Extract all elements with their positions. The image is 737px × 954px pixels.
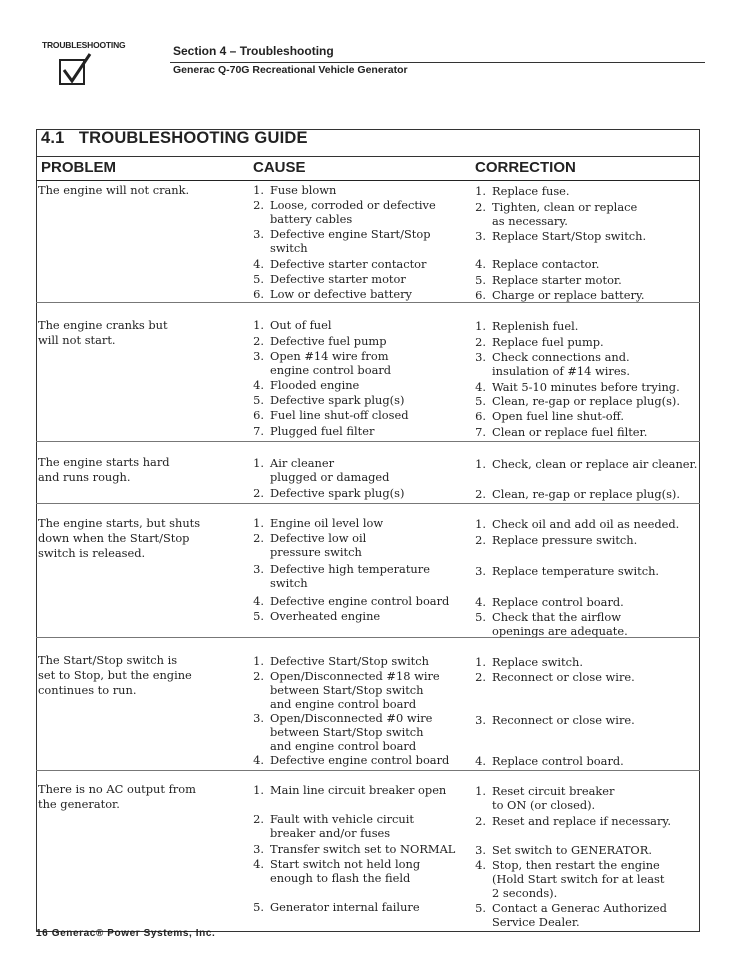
cause-item-line: Start switch not held long: [270, 857, 421, 871]
correction-item-text: [492, 335, 604, 349]
cause-item-line: Generator internal failure: [270, 900, 420, 914]
cause-item-number: 3.: [253, 227, 264, 241]
cause-item-line: Defective high temperature: [270, 562, 430, 576]
cause-item-line: Defective starter contactor: [270, 257, 427, 271]
correction-item-line: Replace pressure switch.: [492, 533, 638, 547]
row-separator: [36, 770, 700, 771]
cause-item-text: [270, 257, 426, 271]
correction-item-number: 2.: [475, 200, 486, 214]
cause-item-line: Out of fuel: [270, 318, 332, 332]
cause-item-line: and engine control board: [270, 697, 417, 711]
correction-item-line: Reset circuit breaker: [492, 784, 615, 798]
cause-item-line: Transfer switch set to NORMAL: [270, 842, 456, 856]
cause-item-line: Low or defective battery: [270, 287, 412, 301]
cause-item-number: 1.: [253, 456, 264, 470]
correction-item-line: Replace temperature switch.: [492, 564, 660, 578]
correction-item-number: 6.: [475, 288, 486, 302]
cause-item-text: [270, 334, 387, 348]
cause-item-text: [270, 456, 389, 484]
correction-item-line: Check oil and add oil as needed.: [492, 517, 680, 531]
cause-item-text: [270, 516, 383, 530]
problem-line: There is no AC output from: [38, 782, 196, 796]
column-header-correction: CORRECTION: [475, 159, 576, 176]
correction-item-number: 4.: [475, 858, 486, 872]
correction-item-text: [492, 670, 635, 684]
problem-line: and runs rough.: [38, 470, 131, 484]
correction-item-number: 7.: [475, 425, 486, 439]
cause-item-line: Open/Disconnected #18 wire: [270, 669, 440, 683]
correction-item-text: [492, 517, 679, 531]
cause-item-number: 1.: [253, 183, 264, 197]
cause-item-line: Flooded engine: [270, 378, 360, 392]
correction-item-text: [492, 655, 583, 669]
correction-item-line: Charge or replace battery.: [492, 288, 645, 302]
cause-item-line: enough to flash the field: [270, 871, 411, 885]
cause-item-number: 4.: [253, 594, 264, 608]
correction-item-text: [492, 394, 680, 408]
cause-item-line: Open/Disconnected #0 wire: [270, 711, 433, 725]
cause-item-line: engine control board: [270, 363, 392, 377]
cause-item-text: [270, 198, 436, 226]
cause-item-text: [270, 183, 336, 197]
cause-item-number: 1.: [253, 783, 264, 797]
correction-item-line: (Hold Start switch for at least: [492, 872, 665, 886]
section-title: Section 4 – Troubleshooting: [173, 44, 334, 58]
correction-item-text: [492, 595, 624, 609]
correction-item-text: [492, 184, 570, 198]
correction-item-line: Clean or replace fuel filter.: [492, 425, 648, 439]
correction-item-number: 1.: [475, 517, 486, 531]
correction-item-number: 5.: [475, 394, 486, 408]
correction-item-number: 3.: [475, 564, 486, 578]
correction-item-text: [492, 713, 635, 727]
correction-item-line: Replace control board.: [492, 595, 624, 609]
cause-item-line: between Start/Stop switch: [270, 683, 424, 697]
correction-item-line: Clean, re-gap or replace plug(s).: [492, 487, 680, 501]
cause-item-text: [270, 393, 404, 407]
correction-item-text: [492, 257, 599, 271]
correction-item-text: [492, 409, 624, 423]
problem-line: The engine will not crank.: [38, 183, 190, 197]
cause-item-number: 2.: [253, 486, 264, 500]
correction-item-text: [492, 273, 622, 287]
cause-item-number: 5.: [253, 393, 264, 407]
correction-item-number: 5.: [475, 273, 486, 287]
cause-item-line: Defective engine Start/Stop: [270, 227, 431, 241]
title-divider: [37, 156, 699, 157]
problem-line: The engine cranks but: [38, 318, 168, 332]
correction-item-number: 4.: [475, 595, 486, 609]
correction-item-number: 2.: [475, 335, 486, 349]
correction-item-line: Service Dealer.: [492, 915, 580, 929]
correction-item-text: [492, 200, 637, 228]
section-subtitle: Generac Q-70G Recreational Vehicle Generator: [173, 64, 408, 76]
correction-item-line: Check that the airflow: [492, 610, 621, 624]
correction-item-text: [492, 288, 644, 302]
cause-item-number: 2.: [253, 812, 264, 826]
problem-cell: [38, 516, 200, 561]
correction-item-line: openings are adequate.: [492, 624, 628, 638]
correction-item-text: [492, 533, 637, 547]
row-separator: [36, 441, 700, 442]
correction-item-line: Contact a Generac Authorized: [492, 901, 667, 915]
cause-item-number: 1.: [253, 654, 264, 668]
column-header-problem: PROBLEM: [41, 159, 116, 176]
cause-item-text: [270, 562, 430, 590]
cause-item-number: 6.: [253, 408, 264, 422]
correction-item-line: Replenish fuel.: [492, 319, 579, 333]
correction-item-line: as necessary.: [492, 214, 568, 228]
cause-item-text: [270, 842, 455, 856]
cause-item-line: Fuel line shut-off closed: [270, 408, 409, 422]
correction-item-number: 4.: [475, 380, 486, 394]
correction-item-text: [492, 380, 680, 394]
cause-item-text: [270, 272, 406, 286]
cause-item-text: [270, 227, 431, 255]
cause-item-number: 3.: [253, 562, 264, 576]
cause-item-text: [270, 900, 420, 914]
problem-cell: [38, 455, 170, 485]
correction-item-number: 1.: [475, 184, 486, 198]
problem-line: The engine starts hard: [38, 455, 170, 469]
cause-item-number: 5.: [253, 900, 264, 914]
cause-item-number: 2.: [253, 669, 264, 683]
cause-item-text: [270, 609, 380, 623]
column-header-rule: [36, 180, 700, 181]
correction-item-number: 2.: [475, 487, 486, 501]
correction-item-number: 5.: [475, 901, 486, 915]
correction-item-number: 5.: [475, 610, 486, 624]
correction-item-text: [492, 814, 671, 828]
cause-item-line: Main line circuit breaker open: [270, 783, 447, 797]
problem-line: the generator.: [38, 797, 120, 811]
cause-item-number: 3.: [253, 711, 264, 725]
cause-item-line: Defective engine control board: [270, 594, 450, 608]
cause-item-line: Defective low oil: [270, 531, 367, 545]
cause-item-line: plugged or damaged: [270, 470, 390, 484]
cause-item-number: 4.: [253, 857, 264, 871]
correction-item-text: [492, 754, 624, 768]
correction-item-line: Replace fuse.: [492, 184, 570, 198]
correction-item-line: Replace contactor.: [492, 257, 600, 271]
correction-item-text: [492, 425, 647, 439]
page-footer: 16 Generac® Power Systems, Inc.: [36, 928, 216, 939]
cause-item-line: Defective Start/Stop switch: [270, 654, 429, 668]
cause-item-line: breaker and/or fuses: [270, 826, 391, 840]
cause-item-text: [270, 711, 432, 753]
problem-cell: [38, 318, 168, 348]
cause-item-line: Defective starter motor: [270, 272, 406, 286]
cause-item-line: Fuse blown: [270, 183, 337, 197]
cause-item-number: 2.: [253, 334, 264, 348]
correction-item-line: Replace Start/Stop switch.: [492, 229, 647, 243]
correction-item-line: 2 seconds).: [492, 886, 558, 900]
correction-item-line: Replace starter motor.: [492, 273, 622, 287]
cause-item-number: 4.: [253, 378, 264, 392]
cause-item-text: [270, 318, 332, 332]
cause-item-line: Defective spark plug(s): [270, 486, 405, 500]
correction-item-line: Clean, re-gap or replace plug(s).: [492, 394, 680, 408]
cause-item-number: 3.: [253, 349, 264, 363]
cause-item-line: Defective engine control board: [270, 753, 450, 767]
cause-item-line: Defective spark plug(s): [270, 393, 405, 407]
cause-item-text: [270, 378, 359, 392]
cause-item-text: [270, 486, 404, 500]
correction-item-number: 3.: [475, 713, 486, 727]
correction-item-number: 1.: [475, 655, 486, 669]
correction-item-number: 4.: [475, 754, 486, 768]
cause-item-line: between Start/Stop switch: [270, 725, 424, 739]
correction-item-line: Tighten, clean or replace: [492, 200, 638, 214]
cause-item-line: Air cleaner: [270, 456, 335, 470]
correction-item-line: Replace control board.: [492, 754, 624, 768]
cause-item-line: Fault with vehicle circuit: [270, 812, 414, 826]
correction-item-line: Check, clean or replace air cleaner.: [492, 457, 698, 471]
correction-item-line: Reconnect or close wire.: [492, 670, 635, 684]
cause-item-text: [270, 408, 409, 422]
correction-item-number: 2.: [475, 814, 486, 828]
cause-item-text: [270, 669, 440, 711]
correction-item-number: 6.: [475, 409, 486, 423]
correction-item-number: 1.: [475, 784, 486, 798]
row-separator: [36, 302, 700, 303]
cause-item-line: Loose, corroded or defective: [270, 198, 436, 212]
correction-item-line: Reset and replace if necessary.: [492, 814, 671, 828]
correction-item-text: [492, 901, 667, 929]
cause-item-line: and engine control board: [270, 739, 417, 753]
cause-item-number: 1.: [253, 318, 264, 332]
cause-item-text: [270, 594, 449, 608]
cause-item-number: 4.: [253, 257, 264, 271]
cause-item-text: [270, 654, 429, 668]
cause-item-line: Plugged fuel filter: [270, 424, 375, 438]
correction-item-number: 2.: [475, 533, 486, 547]
correction-item-number: 3.: [475, 350, 486, 364]
guide-title: 4.1 TROUBLESHOOTING GUIDE: [41, 129, 308, 147]
correction-item-text: [492, 858, 664, 900]
correction-item-line: Check connections and.: [492, 350, 630, 364]
column-header-cause: CAUSE: [253, 159, 306, 176]
troubleshooting-label: TROUBLESHOOTING: [42, 40, 126, 50]
checkmark-box-icon: [58, 52, 92, 86]
cause-item-text: [270, 857, 420, 885]
row-separator: [36, 503, 700, 504]
problem-line: The engine starts, but shuts: [38, 516, 201, 530]
problem-line: switch is released.: [38, 546, 146, 560]
correction-item-line: Replace switch.: [492, 655, 583, 669]
correction-item-line: Reconnect or close wire.: [492, 713, 635, 727]
correction-item-number: 4.: [475, 257, 486, 271]
correction-item-text: [492, 843, 652, 857]
problem-line: The Start/Stop switch is: [38, 653, 178, 667]
correction-item-number: 1.: [475, 319, 486, 333]
header-rule: [170, 62, 705, 63]
cause-item-line: pressure switch: [270, 545, 362, 559]
cause-item-line: Overheated engine: [270, 609, 381, 623]
correction-item-number: 2.: [475, 670, 486, 684]
cause-item-line: switch: [270, 241, 308, 255]
problem-cell: [38, 653, 192, 698]
correction-item-line: insulation of #14 wires.: [492, 364, 631, 378]
correction-item-text: [492, 457, 697, 471]
correction-item-number: 3.: [475, 843, 486, 857]
correction-item-number: 1.: [475, 457, 486, 471]
cause-item-line: Defective fuel pump: [270, 334, 387, 348]
cause-item-text: [270, 783, 446, 797]
correction-item-line: Stop, then restart the engine: [492, 858, 660, 872]
correction-item-text: [492, 784, 614, 812]
cause-item-number: 2.: [253, 198, 264, 212]
problem-line: down when the Start/Stop: [38, 531, 190, 545]
cause-item-text: [270, 349, 391, 377]
cause-item-number: 6.: [253, 287, 264, 301]
correction-item-text: [492, 487, 680, 501]
cause-item-line: switch: [270, 576, 308, 590]
cause-item-number: 3.: [253, 842, 264, 856]
problem-line: continues to run.: [38, 683, 137, 697]
problem-cell: [38, 782, 196, 812]
cause-item-number: 1.: [253, 516, 264, 530]
cause-item-number: 5.: [253, 609, 264, 623]
problem-line: set to Stop, but the engine: [38, 668, 192, 682]
correction-item-line: to ON (or closed).: [492, 798, 596, 812]
correction-item-text: [492, 229, 646, 243]
cause-item-line: battery cables: [270, 212, 353, 226]
cause-item-number: 5.: [253, 272, 264, 286]
cause-item-line: Engine oil level low: [270, 516, 384, 530]
problem-line: will not start.: [38, 333, 116, 347]
cause-item-number: 7.: [253, 424, 264, 438]
cause-item-number: 2.: [253, 531, 264, 545]
cause-item-text: [270, 287, 412, 301]
correction-item-line: Wait 5-10 minutes before trying.: [492, 380, 680, 394]
correction-item-text: [492, 350, 630, 378]
row-separator: [36, 637, 700, 638]
correction-item-line: Open fuel line shut-off.: [492, 409, 624, 423]
cause-item-text: [270, 424, 374, 438]
cause-item-text: [270, 531, 366, 559]
cause-item-text: [270, 753, 449, 767]
correction-item-number: 3.: [475, 229, 486, 243]
cause-item-line: Open #14 wire from: [270, 349, 389, 363]
problem-cell: [38, 183, 189, 198]
correction-item-text: [492, 319, 578, 333]
cause-item-text: [270, 812, 414, 840]
correction-item-line: Replace fuel pump.: [492, 335, 604, 349]
correction-item-line: Set switch to GENERATOR.: [492, 843, 652, 857]
correction-item-text: [492, 564, 659, 578]
correction-item-text: [492, 610, 628, 638]
cause-item-number: 4.: [253, 753, 264, 767]
